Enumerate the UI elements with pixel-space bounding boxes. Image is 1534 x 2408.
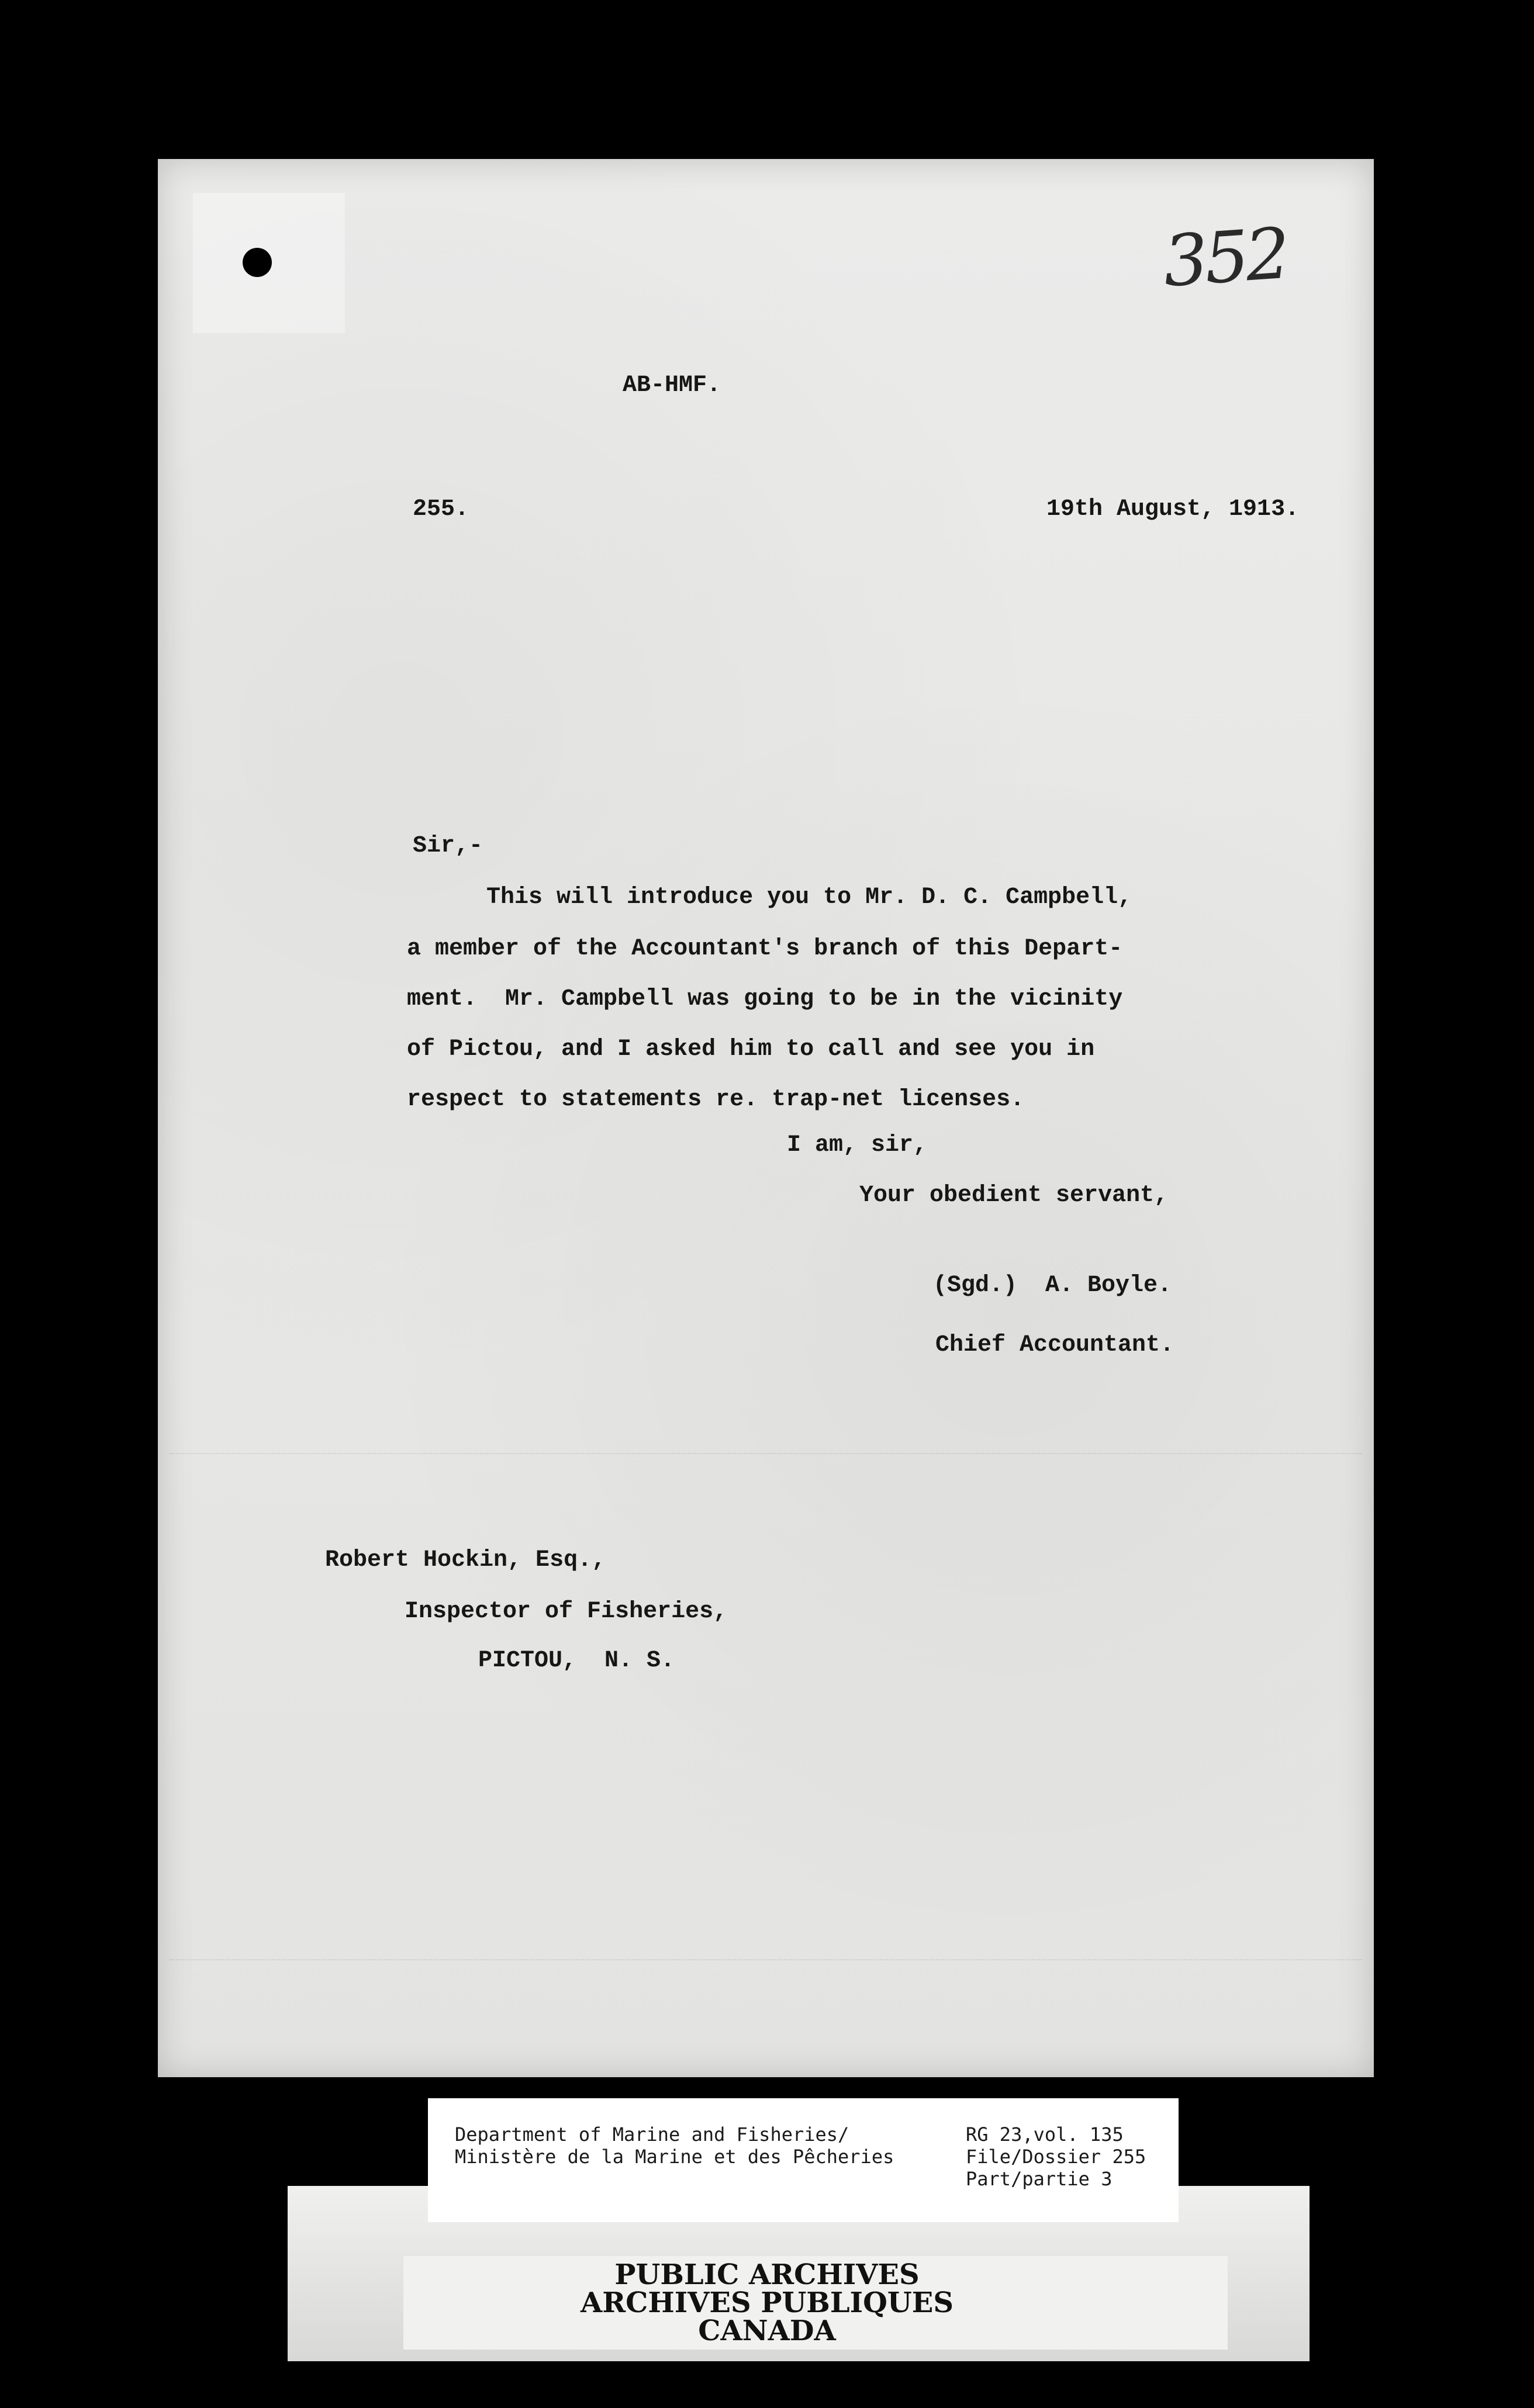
department-english: Department of Marine and Fisheries/ (455, 2123, 849, 2146)
body-line: ment. Mr. Campbell was going to be in the vicinity (407, 986, 1123, 1012)
file-dossier: File/Dossier 255 (966, 2146, 1146, 2168)
archive-stamp-line: CANADA (698, 2314, 836, 2347)
salutation: Sir,- (413, 833, 483, 859)
body-line: respect to statements re. trap-net licenses. (407, 1087, 1025, 1113)
closing-line: Your obedient servant, (859, 1182, 1169, 1209)
paper-fold-line (170, 1959, 1362, 1960)
recipient-location: PICTOU, N. S. (478, 1648, 675, 1674)
signatory-title: Chief Accountant. (935, 1332, 1174, 1358)
part-partie: Part/partie 3 (966, 2168, 1113, 2190)
body-line: of Pictou, and I asked him to call and see you in (407, 1036, 1095, 1063)
recipient-title: Inspector of Fisheries, (405, 1599, 728, 1625)
archive-stamp-line: ARCHIVES PUBLIQUES (581, 2286, 953, 2319)
body-line: This will introduce you to Mr. D. C. Campbell, (486, 884, 1132, 911)
closing-line: I am, sir, (787, 1132, 928, 1158)
department-french: Ministère de la Marine et des Pêcheries (455, 2146, 894, 2168)
recipient-name: Robert Hockin, Esq., (325, 1547, 606, 1573)
letter-date: 19th August, 1913. (1046, 496, 1300, 523)
archive-page-number: 352 (1160, 213, 1290, 303)
paper-fold-line (170, 1453, 1362, 1454)
signature: (Sgd.) A. Boyle. (933, 1272, 1172, 1299)
file-number: 255. (413, 496, 469, 523)
record-group: RG 23,vol. 135 (966, 2123, 1124, 2146)
punch-hole (243, 248, 272, 277)
reference-initials: AB-HMF. (623, 372, 721, 399)
letter-page (158, 159, 1374, 2077)
archive-stamp-line: PUBLIC ARCHIVES (614, 2258, 920, 2291)
body-line: a member of the Accountant's branch of this Depart- (407, 936, 1123, 962)
